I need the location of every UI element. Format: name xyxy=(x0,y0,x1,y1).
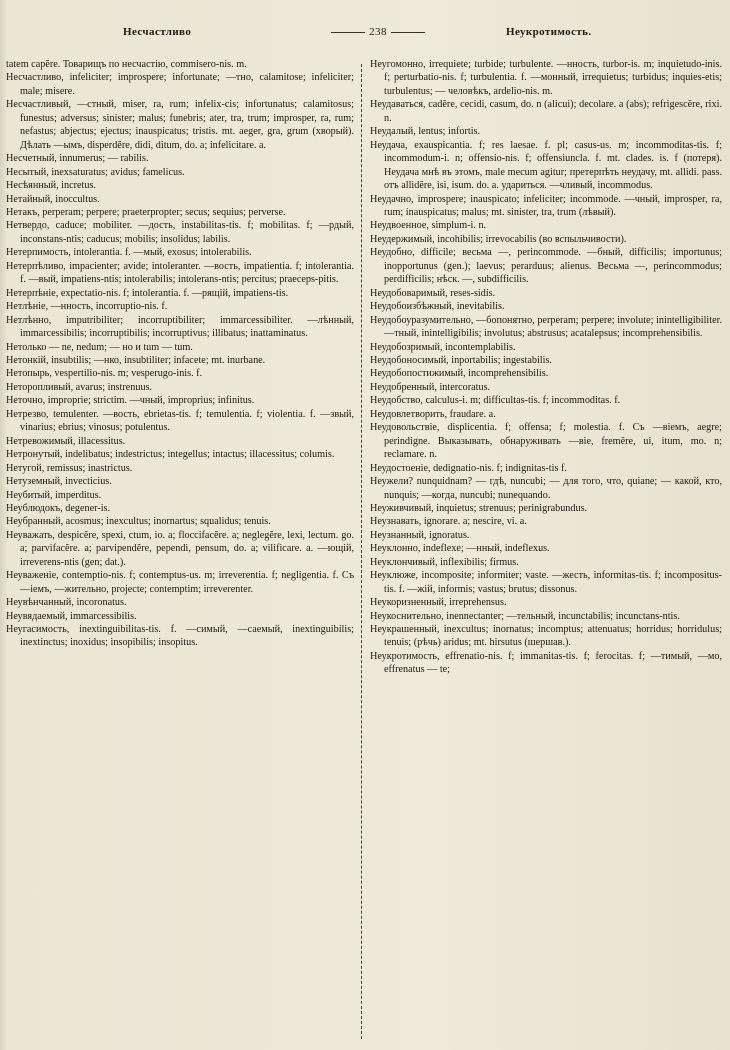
dictionary-entry: Нетугой, remissus; inastrictus. xyxy=(6,462,133,474)
dictionary-entry: Неудобопостижимый, incomprehensibilis. xyxy=(370,368,549,380)
dictionary-entry: Неудержимый, incohibilis; irrevocabilis (во вспыльчивости). xyxy=(370,233,627,245)
dictionary-entry: Неувѣнчанный, incoronatus. xyxy=(6,597,127,609)
dictionary-entry: Нетвердо, caduce; mobiliter. —дость, instabilitas-tis. f; mobilitas. f; —рдый, inconstans-ntis; caducus; mobilis; insolidus; labilis. xyxy=(6,220,354,245)
dictionary-entry: Неузнавать, ignorare. a; nescire, vi. a. xyxy=(370,516,527,528)
dictionary-entry: Неудовольствіе, displicentia. f; offensa; f; molestia. f. Съ —віемъ, aegre; perindigne. Выказывать, обнаруживать —віе, fremĕre, ui, itum, mo. n; reclamare. n. xyxy=(370,422,722,461)
header-left-guide-word: Несчастливо xyxy=(123,26,192,38)
dictionary-entry: Нетерпѣніе, expectatio-nis. f; intolerantia. f. —рящій, impatiens-tis. xyxy=(6,287,289,299)
dictionary-entry: tatem capĕre. Товарищъ по несчастію, commisero-nis. m. xyxy=(6,59,247,70)
dictionary-entry: Неубитый, imperditus. xyxy=(6,489,102,501)
page-number-text: 238 xyxy=(369,26,387,38)
dictionary-entry: Неугасимость, inextinguibilitas-tis. f. —симый, —саемый, inextinguibilis; inextinctus; inoxidus; insopibilis; insopitus. xyxy=(6,624,354,649)
dictionary-entry: Неуживчивый, inquietus; strenuus; perinigrabundus. xyxy=(370,502,588,514)
dictionary-entry: Неукоризненный, irreprehensus. xyxy=(370,597,507,609)
dictionary-entry: Неуклюже, incomposite; informiter; vaste. —жесть, informitas-tis. f; incompositus-tis. f. —жій, informis; vastus; brutus; dissonus. xyxy=(370,570,722,595)
dictionary-entry: Нетолько — ne, nedum; — но и tum — tum. xyxy=(6,341,193,353)
dictionary-entry: Нетерпѣливо, impacienter; avide; intoleranter. —вость, impatientia. f; intolerantia. f. —вый, impatiens-ntis; intolerabilis; intolerans-ntis; percitus; praeceps-pitis. xyxy=(6,260,354,286)
dictionary-entry: Нетревожимый, illacessitus. xyxy=(6,435,126,447)
dictionary-entry: Неуважать, despicĕre, spexi, ctum, io. a; floccifacĕre. a; neglegĕre, lexi, lectum. go. a; parvifacĕre. a; parvipendĕre, pependi, pensum, do. a; vilificare. a. —ющій, irreverens-ntis (gen; dat.). xyxy=(6,529,354,568)
dictionary-entry: Неублюдокъ, degener-is. xyxy=(6,502,111,514)
dictionary-entry: Неудобство, calculus-i. m; difficultas-tis. f; incommoditas. f. xyxy=(370,395,621,407)
dictionary-entry: Неудовлетворить, fraudare. a. xyxy=(370,408,496,420)
dictionary-entry: Нетакъ, perperam; perpere; praeterpropter; secus; sequius; perverse. xyxy=(6,206,286,218)
dictionary-entry: Неудобно, difficile; весьма —, perincommode. —бный, difficilis; importunus; inopportunus (gen.); laevus; perarduus; alienus. Весьма —, perincommodus; perdifficilis; нѣск. —, subdifficilis. xyxy=(370,247,722,286)
page-number xyxy=(318,26,438,38)
dictionary-entry: Неукрашенный, inexcultus; inornatus; incomptus; attenuatus; horridus; horridulus; tenuis; (рѣчь) aridus; mt. hirsutus (шершав.). xyxy=(370,624,722,649)
dictionary-entry: Неточно, improprie; strictim. —чный, improprius; infinitus. xyxy=(6,395,255,407)
dictionary-entry: Нетайный, inocсultus. xyxy=(6,193,100,205)
dictionary-entry: Нетонкій, insubtilis; —нко, insubtiliter; infacete; mt. inurbane. xyxy=(6,354,266,366)
dictionary-entry: Неуваженіе, contemptio-nis. f; contemptus-us. m; irreverentia. f; negligentia. f. Съ —іемъ, —жительно, projecte; contemptim; irreverenter. xyxy=(6,570,354,595)
dictionary-entry: Неувядаемый, immarcessibilis. xyxy=(6,610,137,622)
dictionary-entry: Неудачно, improspere; inauspicato; infeliciter; incommode. —чный, improsper, ra, rum; inauspicatus; malus; mt. sinister, tra, trum (лѣвый). xyxy=(370,193,722,218)
dictionary-entry: Неуклончивый, inflexibilis; firmus. xyxy=(370,556,519,568)
dictionary-entry: Несытый, inexsaturatus; avidus; famelicus. xyxy=(6,166,185,178)
dictionary-entry: Неужели? nunquidnam? — гдѣ, nuncubi; — для того, что, quiane; — какой, кто, nunquis; —когда, nuncubi; nunequando. xyxy=(370,476,722,501)
dictionary-entry: Неудобозримый, incontemplabilis. xyxy=(370,341,516,353)
header-right-guide-word: Неукротимость. xyxy=(506,26,592,38)
dictionary-entry: Неукротимость, effrenatio-nis. f; immanitas-tis. f; ferocitas. f; —тимый, —мо, effrenatus — te; xyxy=(370,650,722,676)
column-divider xyxy=(361,64,362,1039)
dictionary-entry: Неудостоеніе, dedignatio-nis. f; indignitas-tis f. xyxy=(370,462,567,474)
dictionary-entry: Неудвоенное, simplum-i. n. xyxy=(370,220,487,232)
dictionary-entry: Неудобоуразумительно, —бопонятно, perperam; perpere; involute; inintelligibiliter. —тный, inintelligibilis; involutus; abstrusus; acatalepsus; incomprehensibilis. xyxy=(370,314,722,340)
dictionary-entry: Нетрезво, temulenter. —вость, ebrietas-tis. f; temulentia. f; violentia. f. —звый, vinarius; ebrius; vinosus; potulentus. xyxy=(6,408,354,434)
dictionary-entry: Нетопырь, vespertilio-nis. m; vesperugo-inis. f. xyxy=(6,368,203,380)
dictionary-entry: Неугомонно, irrequiete; turbide; turbulente. —нность, turbor-is. m; inquietudo-inis. f; perturbatio-nis. f; turbulentia. f. —монный, irrequietus; turbidus; inquies-etis; turbulentus; — человѣкъ, ardelio-nis. m. xyxy=(370,59,722,97)
dictionary-entry: Нетлѣніе, —нность, incorruptio-nis. f. xyxy=(6,301,168,313)
dictionary-entry: Неудобренный, intercoratus. xyxy=(370,381,491,393)
dictionary-entry: Неторопливый, avarus; instrenuus. xyxy=(6,381,153,393)
dictionary-entry: Нетуземный, invecticius. xyxy=(6,476,112,488)
dictionary-entry: Неубранный, acosmus; inexcultus; inornartus; squalidus; tenuis. xyxy=(6,516,271,528)
dictionary-entry: Неукоснительно, inennectanter; —тельный, incunctabilis; incunctans-ntis. xyxy=(370,610,680,622)
dictionary-entry: Несчастливо, infeliciter; improspere; infortunate; —тно, calamitose; infeliciter; male; misere. xyxy=(6,72,354,97)
dictionary-entry: Неудобоносимый, inportabilis; ingestabilis. xyxy=(370,354,552,366)
dictionary-entry: Неудача, exauspicantia. f; res laesae. f. pl; casus-us. m; incommoditas-tis. f; incommodum-i. n; offensio-nis. f; offensiuncla. f. mt. clades. is. f (потеря). Неудача мнѣ въ этомъ, male mecum agitur; претерпѣть неудачу, mt. allidi. pass. отъ allidĕre, isi, isum. do. a. удариться. —чливый, incommodus. xyxy=(370,139,722,192)
dictionary-entry: Неудобоваримый, reses-sidis. xyxy=(370,287,496,299)
dictionary-entry: Несчастливый, —стный, miser, ra, rum; infelix-cis; infortunatus; calamitosus; funestus; adversus; sinister; malus; funebris; ater, tra, trum; improsper, ra, rum; nefastus; abjectus; ejectus; inauspicatus; tristis. mt. aeger, gra, grum (хворый). Дѣлать —ымъ, disperdĕre, didi, ditum, do. a; infelicitare. a. xyxy=(6,99,354,151)
dictionary-entry: Нетронутый, indelibatus; indestrictus; integellus; intactus; illacessitus; columis. xyxy=(6,449,335,461)
dictionary-entry: Неуклонно, indeflexe; —нный, indeflexus. xyxy=(370,543,550,555)
dictionary-entry: Несчетный, innumerus; — rabilis. xyxy=(6,153,149,165)
dictionary-entry: Неузнанный, ignoratus. xyxy=(370,529,470,541)
left-column xyxy=(6,58,354,650)
right-column xyxy=(370,58,722,677)
dictionary-entry: Неудалый, lentus; infortis. xyxy=(370,126,481,138)
dictionary-entry: Нетерпимость, intolerantia. f. —мый, exosus; intolerabilis. xyxy=(6,247,252,259)
dictionary-entry: Неудаваться, cadĕre, cecidi, casum, do. n (alicui); decolare. a (abs); refrigescĕre, rixi. n. xyxy=(370,99,722,124)
dictionary-entry: Несѣянный, incretus. xyxy=(6,180,96,192)
dictionary-entry: Нетлѣнно, imputribiliter; incorruptibiliter; immarcessibiliter. —лѣнный, immarcessibilis; incorruptibilis; incorruptivus; illibatus; inattaminatus. xyxy=(6,314,354,340)
dictionary-entry: Неудобоизбѣжный, inevitabilis. xyxy=(370,301,505,313)
page-header xyxy=(18,26,716,46)
